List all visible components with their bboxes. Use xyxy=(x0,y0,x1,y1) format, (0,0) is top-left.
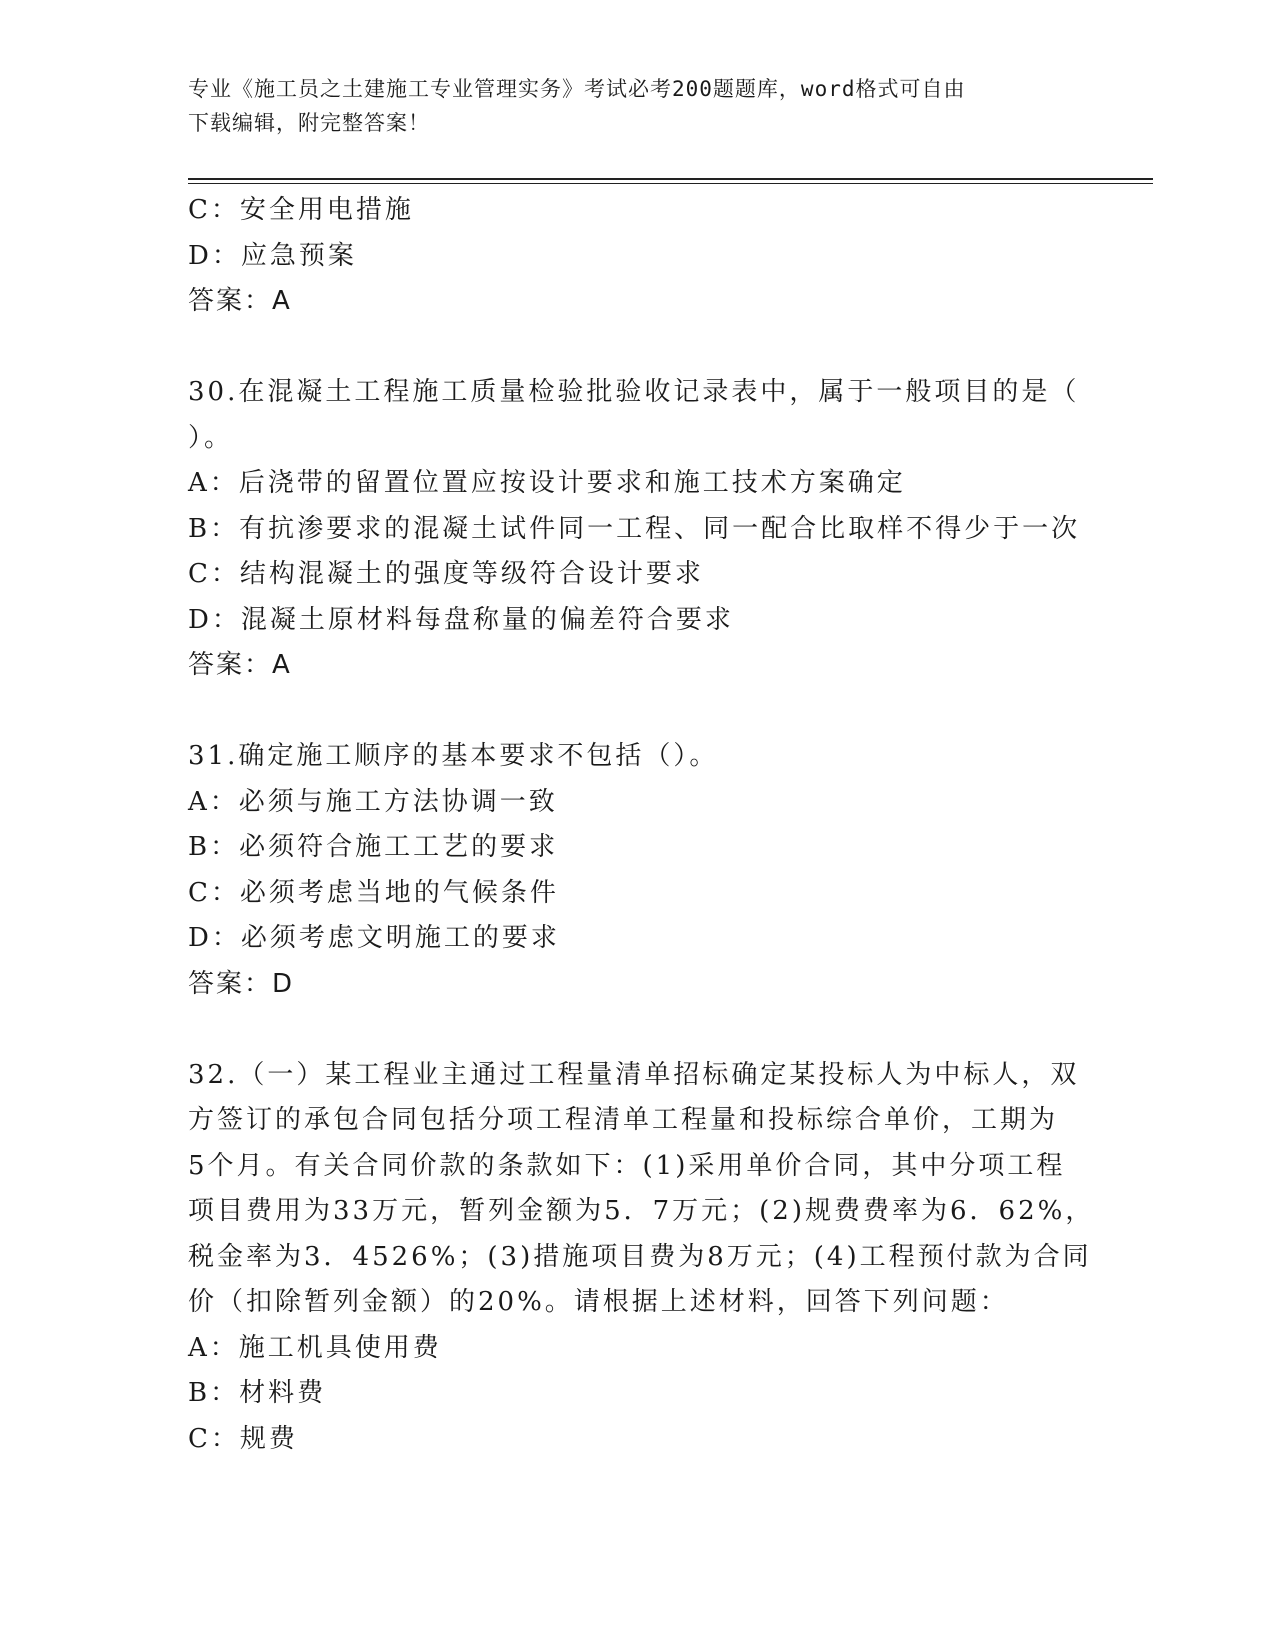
option-b: B：必须符合施工工艺的要求 xyxy=(188,832,559,862)
question-stem-continued: ）。 xyxy=(188,422,234,453)
question-32 xyxy=(188,1053,1095,1463)
header-divider-thick xyxy=(188,178,1153,180)
document-header xyxy=(188,72,1088,140)
option-b: B：有抗渗要求的混凝土试件同一工程、同一配合比取样不得少于一次 xyxy=(188,513,1081,544)
question-stem-line: 税金率为3．4526%；(3)措施项目费为8万元；(4)工程预付款为合同 xyxy=(188,1241,1092,1272)
header-line-2: 下载编辑，附完整答案！ xyxy=(188,111,430,135)
option-a: A：必须与施工方法协调一致 xyxy=(188,786,558,817)
answer: 答案：D xyxy=(188,968,295,999)
question-30 xyxy=(188,370,1088,689)
question-31 xyxy=(188,734,1088,1007)
option-d: D：混凝土原材料每盘称量的偏差符合要求 xyxy=(188,604,734,635)
question-content xyxy=(188,188,1095,1462)
option-c: C：必须考虑当地的气候条件 xyxy=(188,877,559,908)
question-stem-line: 项目费用为33万元，暂列金额为5．7万元；(2)规费费率为6．62%， xyxy=(188,1196,1095,1226)
option-c: C：安全用电措施 xyxy=(188,195,414,225)
question-stem: 30.在混凝土工程施工质量检验批验收记录表中，属于一般项目的是（ xyxy=(188,377,1080,407)
question-29 xyxy=(188,188,1088,325)
option-c: C：规费 xyxy=(188,1423,298,1454)
answer: 答案：A xyxy=(188,650,292,680)
spacer xyxy=(188,325,1088,371)
option-a: A：后浇带的留置位置应按设计要求和施工技术方案确定 xyxy=(188,468,906,498)
question-stem-line: 32.（一）某工程业主通过工程量清单招标确定某投标人为中标人，双 xyxy=(188,1059,1080,1090)
header-divider-thin xyxy=(188,183,1153,184)
spacer xyxy=(188,1007,1088,1053)
question-stem: 31.确定施工顺序的基本要求不包括（）。 xyxy=(188,741,719,771)
question-stem-line: 价（扣除暂列金额）的20%。请根据上述材料，回答下列问题： xyxy=(188,1287,1009,1317)
option-d: D：必须考虑文明施工的要求 xyxy=(188,923,560,953)
question-stem-line: 5个月。有关合同价款的条款如下：(1)采用单价合同，其中分项工程 xyxy=(188,1150,1066,1181)
option-d: D：应急预案 xyxy=(188,240,357,271)
question-stem-line: 方签订的承包合同包括分项工程清单工程量和投标综合单价，工期为 xyxy=(188,1105,1059,1135)
header-line-1: 专业《施工员之土建施工专业管理实务》考试必考200题题库，word格式可自由 xyxy=(188,77,966,101)
option-c: C：结构混凝土的强度等级符合设计要求 xyxy=(188,559,704,589)
spacer xyxy=(188,689,1088,735)
option-a: A：施工机具使用费 xyxy=(188,1332,442,1363)
option-b: B：材料费 xyxy=(188,1378,327,1408)
answer: 答案：A xyxy=(188,286,292,316)
